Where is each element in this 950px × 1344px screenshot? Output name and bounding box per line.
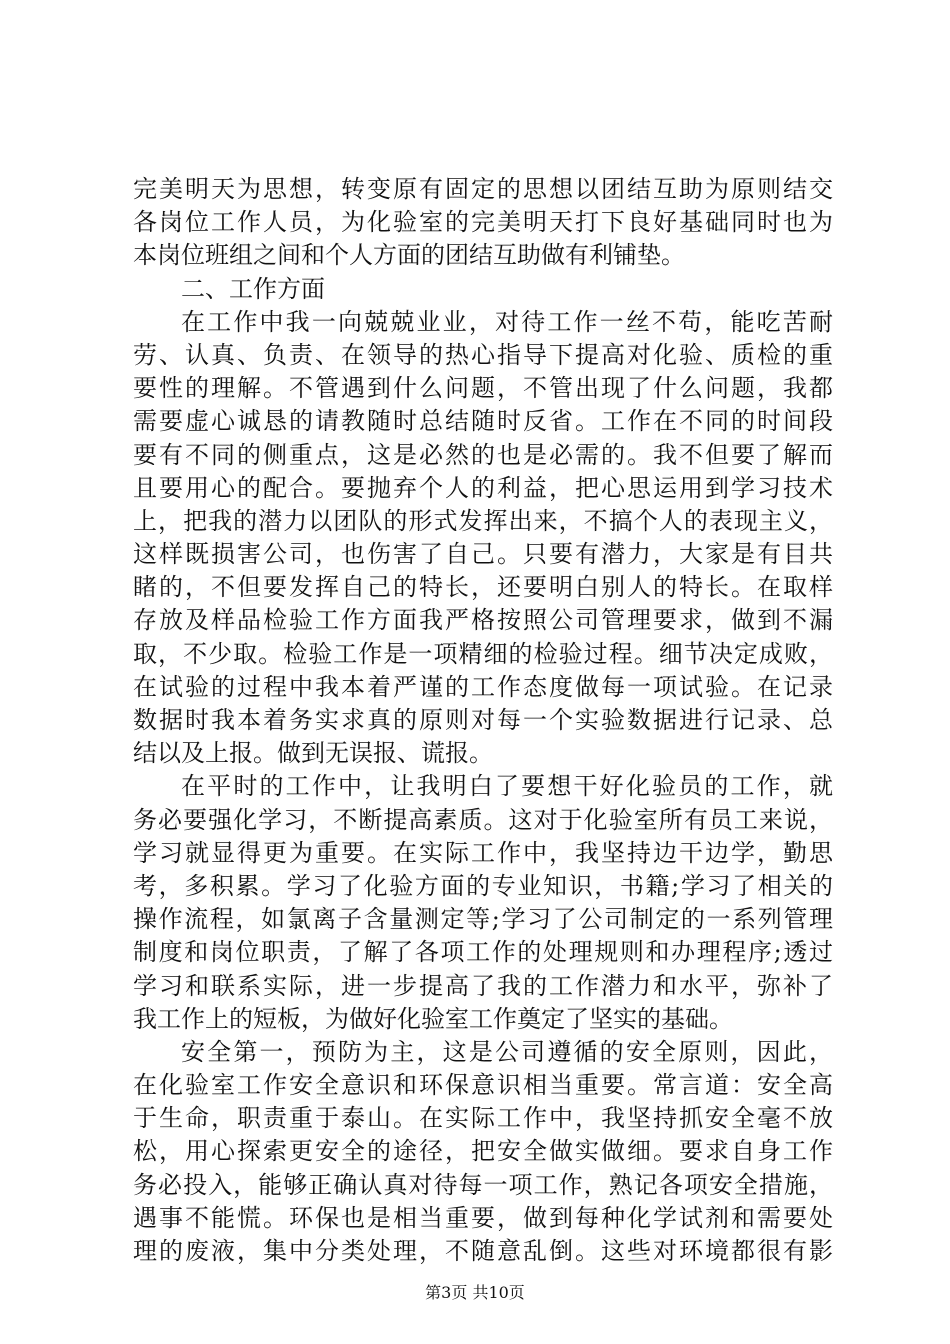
text-line: 在平时的工作中，让我明白了要想干好化验员的工作，就 <box>181 772 833 801</box>
page-number: 第3页 共10页 <box>425 1283 525 1302</box>
text-line: 取，不少取。检验工作是一项精细的检验过程。细节决定成败， <box>133 639 833 668</box>
section-heading: 二、工作方面 <box>181 274 325 303</box>
text-line: 考，多积累。学习了化验方面的专业知识，书籍;学习了相关的 <box>133 871 833 900</box>
text-line: 完美明天为思想，转变原有固定的思想以团结互助为原则结交 <box>133 175 833 203</box>
text-line: 务必要强化学习，不断提高素质。这对于化验室所有员工来说， <box>133 805 833 834</box>
text-line: 各岗位工作人员，为化验室的完美明天打下良好基础同时也为 <box>133 208 833 237</box>
text-line: 遇事不能慌。环保也是相当重要，做到每种化学试剂和需要处 <box>133 1203 833 1232</box>
text-line: 结以及上报。做到无误报、谎报。 <box>133 739 493 768</box>
text-line: 数据时我本着务实求真的原则对每一个实验数据进行记录、总 <box>133 706 833 734</box>
text-line: 且要用心的配合。要抛弃个人的利益，把心思运用到学习技术 <box>133 473 833 502</box>
text-line: 在化验室工作安全意识和环保意识相当重要。常言道：安全高 <box>133 1071 833 1100</box>
text-line: 这样既损害公司，也伤害了自己。只要有潜力，大家是有目共 <box>133 540 833 569</box>
text-line: 制度和岗位职责，了解了各项工作的处理规则和办理程序;透过 <box>133 938 833 967</box>
text-line: 要有不同的侧重点，这是必然的也是必需的。我不但要了解而 <box>133 440 833 469</box>
text-line: 上，把我的潜力以团队的形式发挥出来，不搞个人的表现主义， <box>133 506 833 535</box>
text-line: 于生命，职责重于泰山。在实际工作中，我坚持抓安全毫不放 <box>133 1104 833 1133</box>
text-line: 学习和联系实际，进一步提高了我的工作潜力和水平，弥补了 <box>133 971 833 1000</box>
text-line: 在试验的过程中我本着严谨的工作态度做每一项试验。在记录 <box>133 672 833 701</box>
text-line: 需要虚心诚恳的请教随时总结随时反省。工作在不同的时间段 <box>133 407 833 436</box>
text-line: 务必投入，能够正确认真对待每一项工作，熟记各项安全措施， <box>133 1170 833 1199</box>
text-line: 劳、认真、负责、在领导的热心指导下提高对化验、质检的重 <box>133 340 833 369</box>
text-line: 我工作上的短板，为做好化验室工作奠定了坚实的基础。 <box>133 1004 733 1033</box>
text-line: 操作流程，如氯离子含量测定等;学习了公司制定的一系列管理 <box>133 905 833 934</box>
text-line: 学习就显得更为重要。在实际工作中，我坚持边干边学，勤思 <box>133 838 833 867</box>
text-line: 睹的，不但要发挥自己的特长，还要明白别人的特长。在取样 <box>133 573 833 602</box>
text-line: 安全第一，预防为主，这是公司遵循的安全原则，因此， <box>181 1037 833 1066</box>
text-line: 存放及样品检验工作方面我严格按照公司管理要求，做到不漏 <box>133 606 833 635</box>
text-line: 松，用心探索更安全的途径，把安全做实做细。要求自身工作 <box>133 1137 833 1166</box>
document-body <box>133 173 833 1268</box>
text-line: 理的废液，集中分类处理，不随意乱倒。这些对环境都很有影 <box>133 1237 833 1265</box>
text-line: 要性的理解。不管遇到什么问题，不管出现了什么问题，我都 <box>133 374 833 403</box>
text-line: 在工作中我一向兢兢业业，对待工作一丝不苟，能吃苦耐 <box>181 307 833 336</box>
text-line: 本岗位班组之间和个人方面的团结互助做有利铺垫。 <box>133 241 685 270</box>
